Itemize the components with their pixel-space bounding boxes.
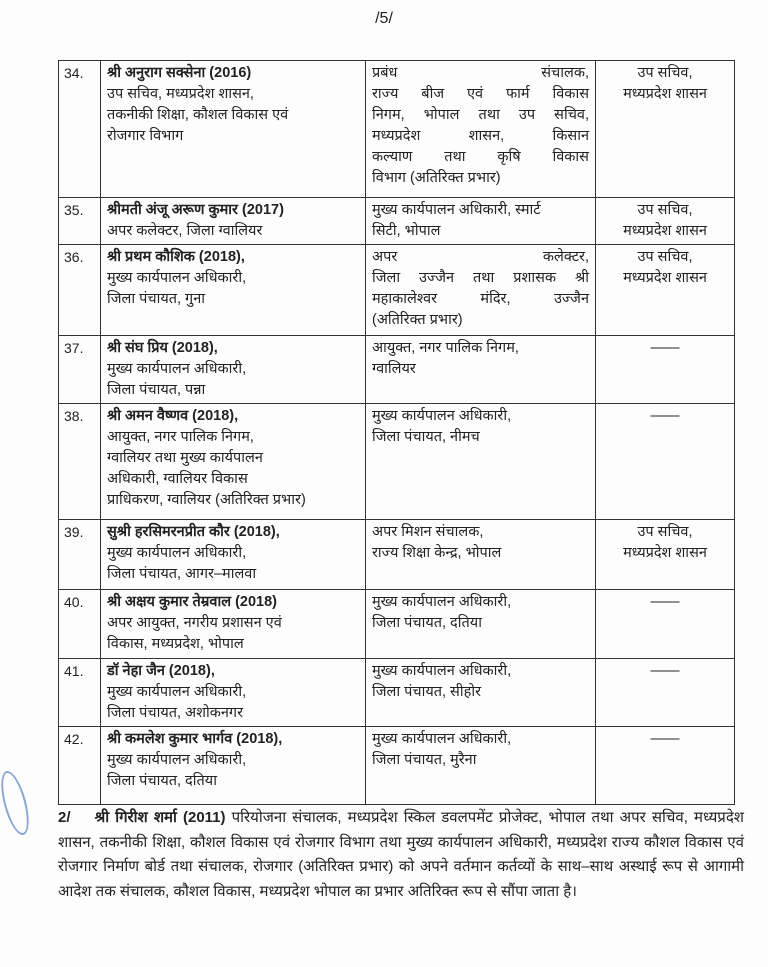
officer-cell: [101, 659, 366, 727]
posting-line: प्रबंध संचालक,: [372, 65, 589, 81]
officer-cell: [101, 61, 366, 198]
new-posting-cell: [366, 590, 596, 659]
new-posting-cell: [366, 659, 596, 727]
current-line: मुख्य कार्यपालन अधिकारी,: [107, 545, 247, 561]
table-row: [59, 659, 735, 727]
new-posting-cell: [366, 245, 596, 336]
posting-line: निगम, भोपाल तथा उप सचिव,: [372, 107, 589, 123]
current-line: तकनीकी शिक्षा, कौशल विकास एवं: [107, 107, 289, 123]
table-row: [59, 61, 735, 198]
serial-number: 37.: [59, 336, 101, 404]
officer-name: श्री संघ प्रिय (2018),: [107, 340, 218, 356]
remark-cell: [596, 590, 735, 659]
serial-number: 41.: [59, 659, 101, 727]
posting-line: महाकालेश्वर मंदिर, उज्जैन: [372, 291, 589, 307]
current-line: अपर कलेक्टर, जिला ग्वालियर: [107, 223, 263, 239]
new-posting-cell: [366, 61, 596, 198]
officer-cell: [101, 590, 366, 659]
table-row: [59, 198, 735, 245]
table-row: [59, 727, 735, 805]
remark-line: ——: [650, 340, 680, 356]
officer-name: श्री कमलेश कुमार भार्गव (2018),: [107, 731, 283, 747]
remark-cell: [596, 520, 735, 590]
remark-line: उप सचिव,: [637, 524, 693, 540]
table-row: [59, 590, 735, 659]
officer-name: श्रीमती अंजू अरूण कुमार (2017): [107, 202, 284, 218]
serial-number: 35.: [59, 198, 101, 245]
posting-line: (अतिरिक्त प्रभार): [372, 312, 463, 328]
current-line: आयुक्त, नगर पालिक निगम,: [107, 429, 254, 445]
remark-cell: [596, 336, 735, 404]
current-line: रोजगार विभाग: [107, 128, 184, 144]
remark-line: ——: [650, 663, 680, 679]
officer-cell: [101, 404, 366, 520]
transfer-table: [58, 60, 735, 805]
officer-name: सुश्री हरसिमरनप्रीत कौर (2018),: [107, 524, 280, 540]
posting-line: जिला पंचायत, दतिया: [372, 615, 482, 631]
officer-cell: [101, 520, 366, 590]
current-line: जिला पंचायत, आगर–मालवा: [107, 566, 257, 582]
officer-name: श्री अनुराग सक्सेना (2016): [107, 65, 252, 81]
remark-line: मध्यप्रदेश शासन: [623, 86, 707, 102]
serial-number: 40.: [59, 590, 101, 659]
posting-line: मुख्य कार्यपालन अधिकारी, स्मार्ट: [372, 202, 541, 218]
officer-name: श्री अमन वैष्णव (2018),: [107, 408, 239, 424]
serial-number: 38.: [59, 404, 101, 520]
table-row: [59, 404, 735, 520]
remark-cell: [596, 61, 735, 198]
posting-line: जिला पंचायत, मुरैना: [372, 752, 477, 768]
page-number: /5/: [375, 10, 393, 27]
new-posting-cell: [366, 727, 596, 805]
posting-line: ग्वालियर: [372, 361, 416, 377]
table-row: [59, 520, 735, 590]
officer-cell: [101, 198, 366, 245]
posting-line: जिला पंचायत, सीहोर: [372, 684, 482, 700]
current-line: जिला पंचायत, पन्ना: [107, 382, 206, 398]
posting-line: मुख्य कार्यपालन अधिकारी,: [372, 594, 512, 610]
remark-line: ——: [650, 594, 680, 610]
current-line: प्राधिकरण, ग्वालियर (अतिरिक्त प्रभार): [107, 492, 306, 508]
officer-name: श्री गिरीश शर्मा (2011): [94, 809, 226, 826]
table-row: [59, 245, 735, 336]
current-line: विकास, मध्यप्रदेश, भोपाल: [107, 636, 244, 652]
current-line: मुख्य कार्यपालन अधिकारी,: [107, 752, 247, 768]
posting-line: मुख्य कार्यपालन अधिकारी,: [372, 408, 512, 424]
current-line: जिला पंचायत, अशोकनगर: [107, 705, 244, 721]
remark-line: उप सचिव,: [637, 65, 693, 81]
officer-name: श्री अक्षय कुमार तेम्रवाल (2018): [107, 594, 278, 610]
remark-line: उप सचिव,: [637, 249, 693, 265]
remark-line: मध्यप्रदेश शासन: [623, 223, 707, 239]
posting-line: मध्यप्रदेश शासन, किसान: [372, 128, 589, 144]
paragraph-number: 2/: [58, 809, 71, 826]
remark-line: ——: [650, 408, 680, 424]
posting-line: जिला उज्जैन तथा प्रशासक श्री: [372, 270, 589, 286]
posting-line: मुख्य कार्यपालन अधिकारी,: [372, 731, 512, 747]
current-line: अपर आयुक्त, नगरीय प्रशासन एवं: [107, 615, 282, 631]
current-line: अधिकारी, ग्वालियर विकास: [107, 471, 248, 487]
current-line: जिला पंचायत, गुना: [107, 291, 206, 307]
new-posting-cell: [366, 336, 596, 404]
current-line: उप सचिव, मध्यप्रदेश शासन,: [107, 86, 254, 102]
posting-line: विभाग (अतिरिक्त प्रभार): [372, 170, 501, 186]
current-line: मुख्य कार्यपालन अधिकारी,: [107, 361, 247, 377]
remark-line: मध्यप्रदेश शासन: [623, 545, 707, 561]
posting-line: अपर मिशन संचालक,: [372, 524, 484, 540]
serial-number: 39.: [59, 520, 101, 590]
officer-cell: [101, 336, 366, 404]
new-posting-cell: [366, 198, 596, 245]
posting-line: राज्य बीज एवं फार्म विकास: [372, 86, 589, 102]
posting-line: आयुक्त, नगर पालिक निगम,: [372, 340, 519, 356]
posting-line: जिला पंचायत, नीमच: [372, 429, 480, 445]
officer-name: डॉ नेहा जैन (2018),: [107, 663, 215, 679]
officer-cell: [101, 727, 366, 805]
remark-cell: [596, 198, 735, 245]
remark-line: मध्यप्रदेश शासन: [623, 270, 707, 286]
current-line: मुख्य कार्यपालन अधिकारी,: [107, 684, 247, 700]
posting-line: सिटी, भोपाल: [372, 223, 441, 239]
order-paragraph: [58, 806, 744, 904]
remark-line: ——: [650, 731, 680, 747]
paragraph-text: परियोजना संचालक, मध्यप्रदेश स्किल डवलपमेंट प्रोजेक्ट, भोपाल तथा अपर सचिव, मध्यप्रदेश शासन, तकनीकी शिक्षा, कौशल विकास एवं रोजगार विभाग तथा मुख्य कार्यपालन अधिकारी, मध्यप्रदेश राज्य कौशल विकास एवं रोजगार निर्माण बोर्ड तथा संचालक, रोजगार (अतिरिक्त प्रभार) को अपने वर्तमान कर्तव्यों के साथ–साथ अस्थाई रूप से आगामी आदेश तक संचालक, कौशल विकास, मध्यप्रदेश भोपाल का प्रभार अतिरिक्त रूप से सौंपा जाता है।: [58, 809, 745, 900]
posting-line: मुख्य कार्यपालन अधिकारी,: [372, 663, 512, 679]
signature-mark: [0, 768, 34, 837]
posting-line: कल्याण तथा कृषि विकास: [372, 149, 589, 165]
posting-line: राज्य शिक्षा केन्द्र, भोपाल: [372, 545, 502, 561]
table-row: [59, 336, 735, 404]
remark-line: उप सचिव,: [637, 202, 693, 218]
posting-line: अपर कलेक्टर,: [372, 249, 589, 265]
remark-cell: [596, 659, 735, 727]
remark-cell: [596, 404, 735, 520]
serial-number: 36.: [59, 245, 101, 336]
serial-number: 42.: [59, 727, 101, 805]
officer-name: श्री प्रथम कौशिक (2018),: [107, 249, 245, 265]
current-line: जिला पंचायत, दतिया: [107, 773, 217, 789]
remark-cell: [596, 727, 735, 805]
current-line: ग्वालियर तथा मुख्य कार्यपालन: [107, 450, 263, 466]
new-posting-cell: [366, 404, 596, 520]
serial-number: 34.: [59, 61, 101, 198]
remark-cell: [596, 245, 735, 336]
new-posting-cell: [366, 520, 596, 590]
current-line: मुख्य कार्यपालन अधिकारी,: [107, 270, 247, 286]
officer-cell: [101, 245, 366, 336]
